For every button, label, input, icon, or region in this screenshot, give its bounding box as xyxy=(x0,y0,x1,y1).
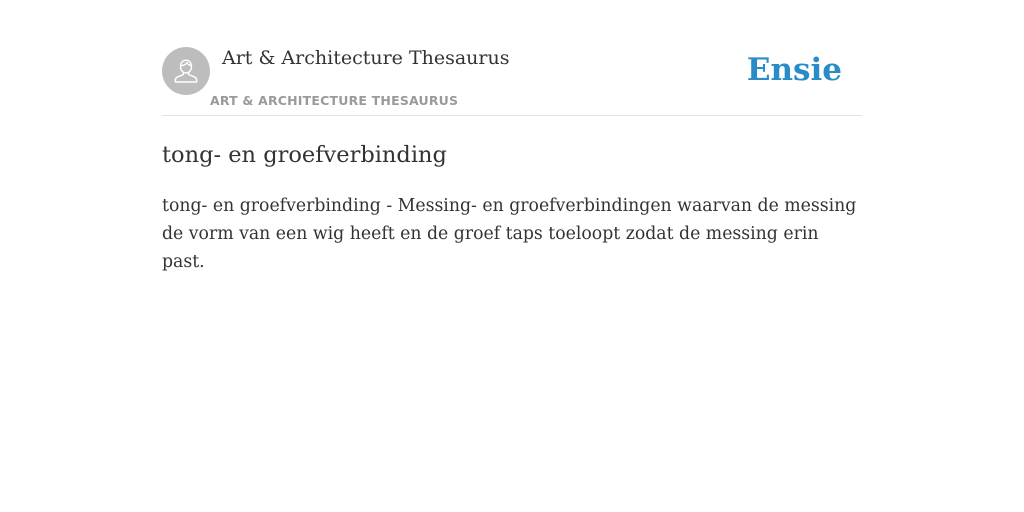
source-header xyxy=(162,0,862,116)
source-subtitle[interactable]: ART & ARCHITECTURE THESAURUS xyxy=(210,93,459,108)
term-title: tong- en groefverbinding xyxy=(162,142,447,168)
user-avatar-icon xyxy=(171,56,201,86)
ensie-logo-link[interactable]: Ensie xyxy=(746,52,842,88)
source-avatar[interactable] xyxy=(162,47,210,95)
source-title[interactable]: Art & Architecture Thesaurus xyxy=(222,47,510,69)
term-definition: tong- en groefverbinding - Messing- en groefverbindingen waarvan de messing de vorm van een wig heeft en de groef taps toeloopt zodat de messing erin past. xyxy=(162,196,857,272)
content-container xyxy=(162,0,862,272)
